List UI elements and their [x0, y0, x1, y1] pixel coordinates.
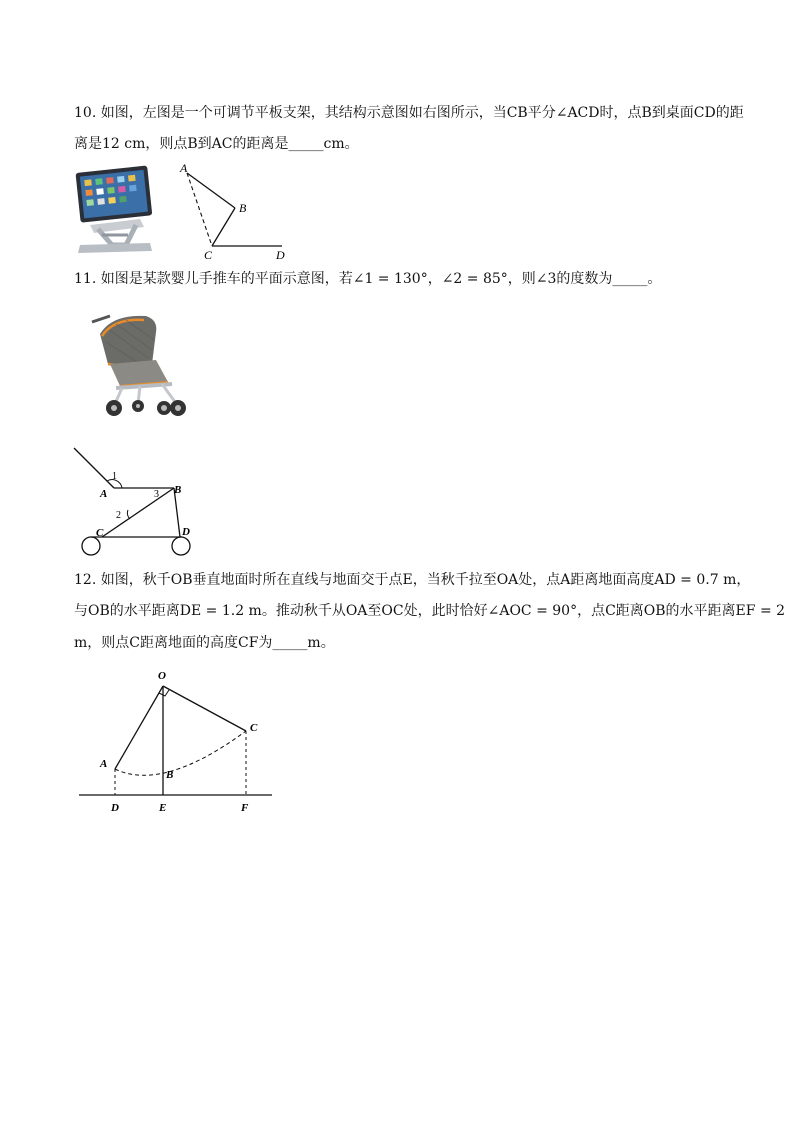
- angle-2-label: 2: [116, 510, 121, 521]
- angle-3-label: 3: [154, 489, 159, 500]
- problem-12-line-3: m，则点C距离地面的高度CF为_____m。: [74, 635, 335, 651]
- label-E: E: [159, 802, 167, 814]
- label-D: D: [182, 526, 190, 538]
- tablet-stand-photo: [72, 165, 158, 253]
- problem-10-line-2: 离是12 cm，则点B到AC的距离是_____cm。: [74, 136, 359, 152]
- label-D: D: [111, 802, 119, 814]
- label-C: C: [204, 248, 213, 262]
- problem-11-line-1: 11. 如图是某款婴儿手推车的平面示意图，若∠1 = 130°，∠2 = 85°，则∠3的度数为_____。: [74, 271, 662, 287]
- label-B: B: [239, 201, 247, 215]
- problem-10-diagram: [172, 158, 292, 263]
- label-A: A: [180, 161, 188, 175]
- label-C: C: [250, 722, 258, 734]
- label-O: O: [158, 670, 166, 682]
- label-B: B: [166, 769, 174, 781]
- problem-12-diagram: [74, 664, 278, 818]
- label-D: D: [276, 248, 285, 262]
- label-F: F: [241, 802, 249, 814]
- problem-11-diagram: [70, 446, 200, 558]
- label-A: A: [100, 488, 108, 500]
- problem-10-line-1: 10. 如图，左图是一个可调节平板支架，其结构示意图如右图所示，当CB平分∠ACD时，点B到桌面CD的距: [74, 105, 744, 121]
- problem-12-line-2: 与OB的水平距离DE = 1.2 m。推动秋千从OA至OC处，此时恰好∠AOC = 90°，点C距离OB的水平距离EF = 2: [74, 603, 786, 619]
- problem-12-line-1: 12. 如图，秋千OB垂直地面时所在直线与地面交于点E，当秋千拉至OA处，点A距离地面高度AD = 0.7 m，: [74, 572, 751, 588]
- label-B: B: [174, 484, 182, 496]
- label-C: C: [96, 527, 104, 539]
- angle-1-label: 1: [112, 471, 117, 482]
- label-A: A: [100, 758, 108, 770]
- stroller-photo: [86, 312, 190, 418]
